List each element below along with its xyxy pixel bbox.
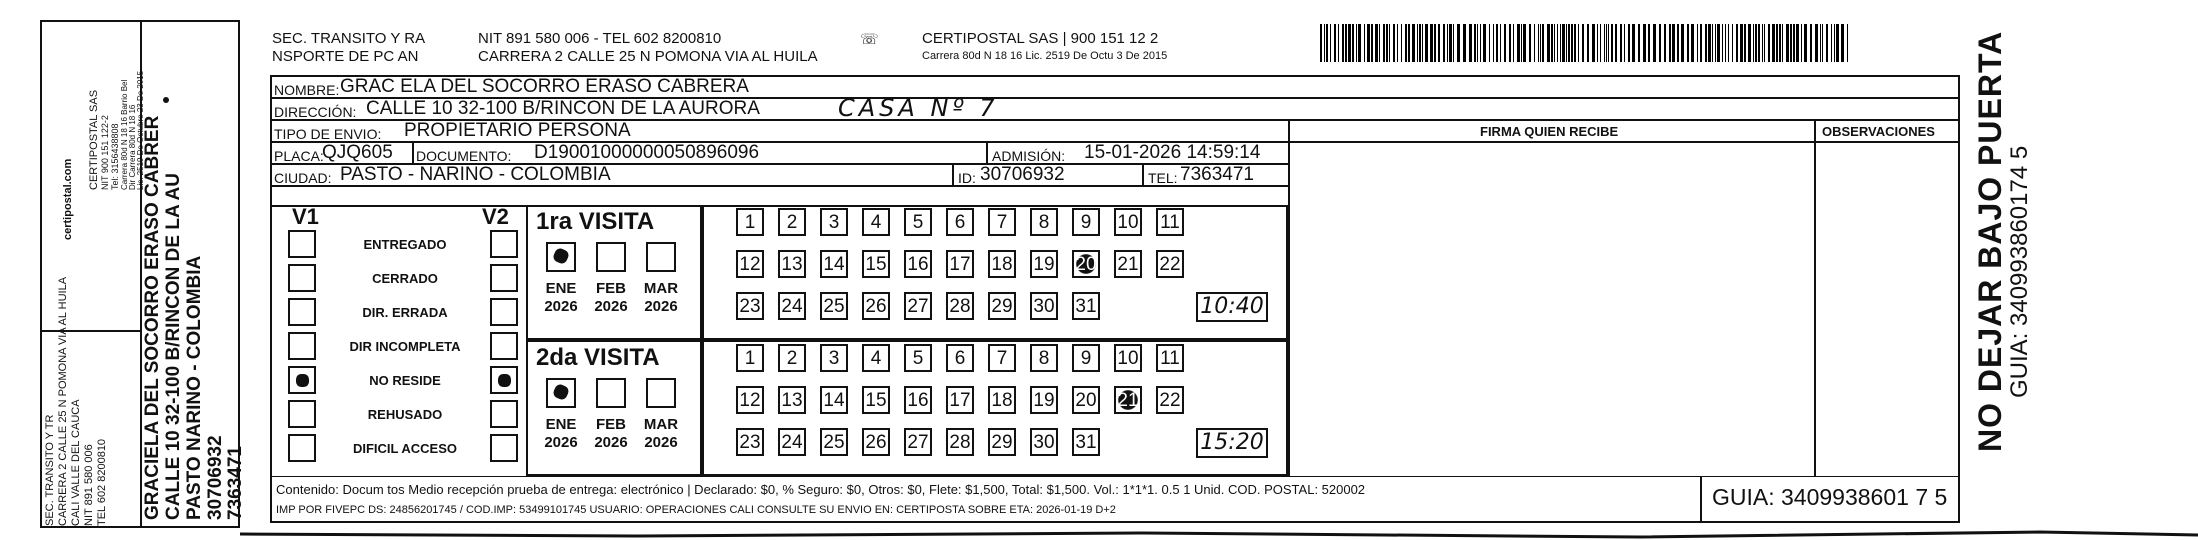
day-box[interactable]: 28 (946, 428, 974, 456)
stub-courier-addr1: Carrera 80d N 18 16 Barrio Bel (120, 79, 129, 190)
visit-time-box: 15:20 (1196, 428, 1268, 458)
stub-sender-line2: CARRERA 2 CALLE 25 N POMONA VIA AL HUILA (57, 276, 69, 526)
day-box[interactable]: 9 (1072, 208, 1100, 236)
footer-guia: GUIA: 3409938601 7 5 (1712, 484, 1948, 510)
day-box[interactable]: 14 (820, 250, 848, 278)
visit1-title: 1ra VISITA (536, 208, 655, 235)
day-box[interactable]: 29 (988, 428, 1016, 456)
header-sender-line2: NSPORTE DE PC AN (272, 48, 419, 65)
direccion-handwritten-note: CASA Nº 7 (838, 94, 999, 122)
day-box[interactable]: 21 (1114, 250, 1142, 278)
footer-contenido: Contenido: Docum tos Medio recepción prueba de entrega: electrónico | Declarado: $0, % Seguro: $0, Otros: $0, Flete: $1,500, Total: $1,500. Vol.: 1*1*1. 0.5 1 Unid. COD. POSTAL: 520002 (276, 482, 1366, 497)
day-box[interactable]: 12 (736, 250, 764, 278)
tel-divider (1142, 163, 1144, 185)
day-box[interactable]: 4 (862, 344, 890, 372)
header-row-right (1288, 141, 1958, 143)
month-checkbox[interactable] (646, 242, 676, 272)
obs-divider (1814, 119, 1816, 476)
check-mark-icon (296, 374, 309, 387)
footer-divider (1700, 476, 1702, 523)
stub-courier-lic: Lic. 2519 De Octubre 23 De 2015 (136, 70, 145, 190)
v2-checkbox[interactable] (490, 264, 518, 292)
day-box[interactable]: 12 (736, 386, 764, 414)
day-box[interactable]: 26 (862, 428, 890, 456)
month-checkbox[interactable] (546, 378, 576, 408)
tipo-label: TIPO DE ENVIO: (274, 126, 382, 142)
day-box[interactable]: 22 (1156, 386, 1184, 414)
bullet-icon (163, 97, 169, 103)
day-box[interactable]: 13 (778, 386, 806, 414)
day-box[interactable]: 25 (820, 428, 848, 456)
firma-label: FIRMA QUIEN RECIBE (1480, 124, 1619, 139)
placa-value: QJQ605 (322, 142, 393, 163)
nombre-label: NOMBRE: (274, 82, 340, 98)
month-checkbox[interactable] (596, 378, 626, 408)
day-box[interactable]: 7 (988, 344, 1016, 372)
v2-checkbox[interactable] (490, 332, 518, 360)
visit-divider-h (526, 338, 1288, 342)
stub-sender-line3: CALI VALLE DEL CAUCA (70, 399, 82, 526)
stub-sender-line5: TEL 602 8200810 (96, 438, 108, 526)
v1-checkbox[interactable] (288, 434, 316, 462)
stub-recipient-phone: 7363471 (225, 446, 246, 520)
day-box[interactable]: 11 (1156, 208, 1184, 236)
stub-sender-line4: NIT 891 580 006 (83, 444, 95, 526)
v1-checkbox[interactable] (288, 264, 316, 292)
day-box[interactable]: 3 (820, 208, 848, 236)
day-box[interactable]: 30 (1030, 428, 1058, 456)
stub-recipient-name: GRACIELA DEL SOCORRO ERASO CABRER (142, 115, 163, 520)
header-courier-name: CERTIPOSTAL SAS | 900 151 12 2 (922, 30, 1159, 47)
month-checkbox[interactable] (646, 378, 676, 408)
documento-value: D19001000000050896096 (534, 142, 760, 163)
month-checkbox[interactable] (546, 242, 576, 272)
month-label: FEB 2026 (594, 280, 628, 315)
day-box[interactable]: 18 (988, 386, 1016, 414)
tipo-value: PROPIETARIO PERSONA (404, 120, 631, 141)
month-label: MAR 2026 (643, 280, 679, 315)
day-box[interactable]: 5 (904, 344, 932, 372)
v2-checkbox[interactable] (490, 366, 518, 394)
header-address: CARRERA 2 CALLE 25 N POMONA VIA AL HUILA (478, 48, 818, 65)
stub-recipient-city: PASTO NARINO - COLOMBIA (184, 255, 205, 520)
day-box[interactable]: 16 (904, 250, 932, 278)
day-box[interactable]: 24 (778, 292, 806, 320)
day-box[interactable]: 10 (1114, 344, 1142, 372)
day-box[interactable]: 6 (946, 344, 974, 372)
day-box[interactable]: 1 (736, 344, 764, 372)
day-box[interactable]: 25 (820, 292, 848, 320)
day-box[interactable]: 8 (1030, 344, 1058, 372)
day-box[interactable]: 8 (1030, 208, 1058, 236)
ciudad-label: CIUDAD: (274, 170, 332, 186)
checklist-label: DIR INCOMPLETA (349, 339, 461, 354)
v2-checkbox[interactable] (490, 434, 518, 462)
day-box[interactable]: 23 (736, 428, 764, 456)
day-box[interactable]: 22 (1156, 250, 1184, 278)
id-label: ID: (958, 170, 976, 186)
ciudad-value: PASTO - NARINO - COLOMBIA (340, 164, 611, 185)
day-box[interactable]: 14 (820, 386, 848, 414)
day-box[interactable]: 31 (1072, 428, 1100, 456)
visit-time-box: 10:40 (1196, 292, 1268, 322)
month-label: MAR 2026 (643, 416, 679, 451)
day-box[interactable]: 2 (778, 344, 806, 372)
check-mark-icon (498, 374, 511, 387)
day-box[interactable]: 20 (1072, 250, 1100, 278)
header-sender-line1: SEC. TRANSITO Y RA (272, 30, 426, 47)
stub-sender-line1: SEC. TRANSITO Y TR (44, 414, 56, 526)
right-col-divider (1288, 119, 1290, 476)
day-box[interactable]: 13 (778, 250, 806, 278)
day-box[interactable]: 21 (1114, 386, 1142, 414)
checklist-label: CERRADO (372, 271, 438, 286)
day-box[interactable]: 26 (862, 292, 890, 320)
day-box[interactable]: 31 (1072, 292, 1100, 320)
visit2-title: 2da VISITA (536, 344, 660, 371)
day-box[interactable]: 9 (1072, 344, 1100, 372)
direccion-value: CALLE 10 32-100 B/RINCON DE LA AURORA (366, 98, 760, 119)
header-courier-addr: Carrera 80d N 18 16 Lic. 2519 De Octu 3 De 2015 (922, 50, 1168, 62)
stub-courier-addr2: Dir Carrera 80d N 18 16 (128, 104, 137, 190)
tel-value: 7363471 (1180, 164, 1254, 185)
day-box[interactable]: 1 (736, 208, 764, 236)
check-mark-icon (552, 247, 571, 266)
day-box[interactable]: 17 (946, 386, 974, 414)
v1-label: V1 (292, 204, 319, 229)
day-box[interactable]: 18 (988, 250, 1016, 278)
documento-label: DOCUMENTO: (416, 148, 512, 164)
v2-label: V2 (482, 204, 509, 229)
checklist-label: NO RESIDE (369, 373, 441, 388)
day-box[interactable]: 19 (1030, 386, 1058, 414)
side-warning: NO DEJAR BAJO PUERTA (1972, 30, 2008, 452)
day-box[interactable]: 6 (946, 208, 974, 236)
checklist-label: DIR. ERRADA (362, 305, 448, 320)
admision-label: ADMISIÓN: (992, 148, 1066, 164)
scan-edge (240, 526, 2198, 540)
form-right-edge (1958, 75, 1960, 476)
phone-icon: ☏ (860, 31, 879, 48)
placa-label: PLACA: (274, 148, 324, 164)
header-nit-tel: NIT 891 580 006 - TEL 602 8200810 (478, 30, 722, 47)
checklist-label: ENTREGADO (363, 237, 447, 252)
id-divider (952, 163, 954, 185)
direccion-label: DIRECCIÓN: (274, 104, 357, 120)
admision-value: 15-01-2026 14:59:14 (1084, 142, 1261, 163)
stub-recipient-address: CALLE 10 32-100 B/RINCON DE LA AU (163, 173, 184, 520)
stub-courier-name: CERTIPOSTAL SAS (88, 89, 100, 190)
day-box[interactable]: 15 (862, 250, 890, 278)
day-box[interactable]: 15 (862, 386, 890, 414)
v1-checkbox[interactable] (288, 400, 316, 428)
day-box[interactable]: 24 (778, 428, 806, 456)
v1-checkbox[interactable] (288, 230, 316, 258)
observaciones-label: OBSERVACIONES (1822, 124, 1935, 139)
day-box[interactable]: 17 (946, 250, 974, 278)
day-box[interactable]: 4 (862, 208, 890, 236)
v1-checkbox[interactable] (288, 332, 316, 360)
day-box[interactable]: 3 (820, 344, 848, 372)
checklist-label: DIFICIL ACCESO (352, 441, 457, 456)
documento-divider (986, 141, 988, 163)
v1-checkbox[interactable] (288, 298, 316, 326)
stub-courier-tel: Tel: 3156438808 (110, 123, 120, 190)
id-value: 30706932 (980, 164, 1065, 185)
month-checkbox[interactable] (596, 242, 626, 272)
barcode (1320, 24, 1850, 62)
day-box[interactable]: 27 (904, 428, 932, 456)
v2-checkbox[interactable] (490, 230, 518, 258)
day-box[interactable]: 28 (946, 292, 974, 320)
day-box[interactable]: 10 (1114, 208, 1142, 236)
placa-divider (412, 141, 414, 163)
side-guia: GUIA: 340993860174 5 (2006, 145, 2033, 398)
v2-checkbox[interactable] (490, 400, 518, 428)
day-box[interactable]: 11 (1156, 344, 1184, 372)
check-mark-icon (552, 383, 571, 402)
day-box[interactable]: 7 (988, 208, 1016, 236)
stub-courier-web: certipostal.com (62, 158, 74, 240)
day-box[interactable]: 27 (904, 292, 932, 320)
day-box[interactable]: 16 (904, 386, 932, 414)
v1-checkbox[interactable] (288, 366, 316, 394)
tel-label: TEL: (1148, 170, 1178, 186)
day-box[interactable]: 29 (988, 292, 1016, 320)
nombre-value: GRAC ELA DEL SOCORRO ERASO CABRERA (340, 76, 749, 97)
day-box[interactable]: 30 (1030, 292, 1058, 320)
stub-courier-nit: NIT 900 151 122-2 (100, 115, 110, 190)
stub-divider (40, 330, 140, 332)
day-box[interactable]: 23 (736, 292, 764, 320)
day-box[interactable]: 2 (778, 208, 806, 236)
footer-imp: IMP POR FIVEPC DS: 24856201745 / COD.IMP: 53499101745 USUARIO: OPERACIONES CALI CONSULTE SU ENVIO EN: CERTIPOSTA SOBRE ETA: 2026-01-19 D+2 (276, 504, 1116, 516)
v2-checkbox[interactable] (490, 298, 518, 326)
day-box[interactable]: 20 (1072, 386, 1100, 414)
month-label: ENE 2026 (544, 416, 578, 451)
stub-recipient-id: 30706932 (205, 435, 226, 520)
month-label: FEB 2026 (594, 416, 628, 451)
day-box[interactable]: 5 (904, 208, 932, 236)
checklist-label: REHUSADO (367, 407, 443, 422)
day-box[interactable]: 19 (1030, 250, 1058, 278)
month-label: ENE 2026 (544, 280, 578, 315)
